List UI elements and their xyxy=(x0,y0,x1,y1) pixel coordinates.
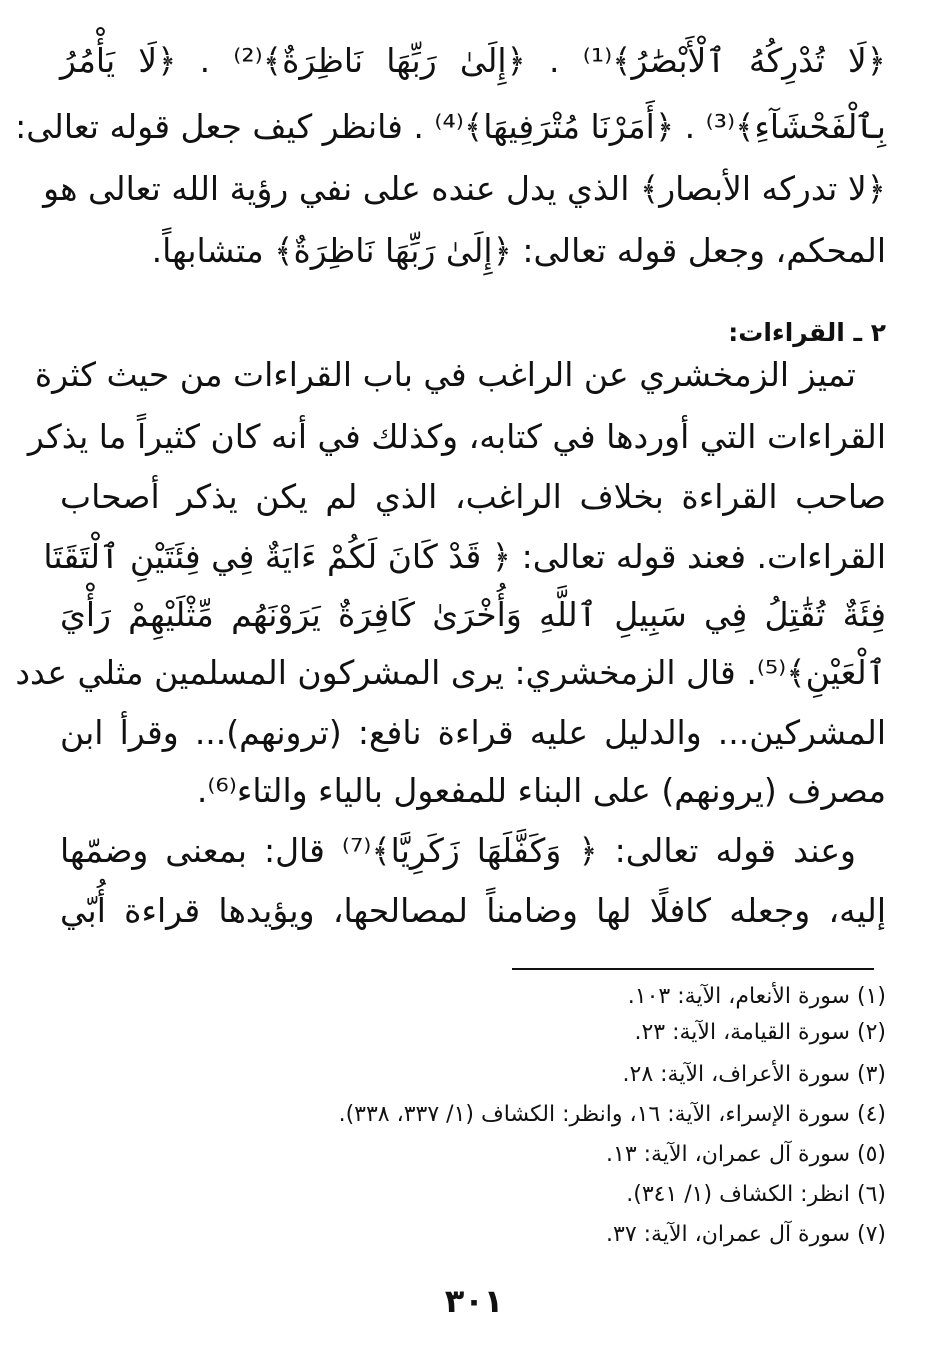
footnote-divider xyxy=(512,968,874,970)
footnote: (٥) سورة آل عمران، الآية: ١٣. xyxy=(606,1142,886,1167)
footnote: (٧) سورة آل عمران، الآية: ٣٧. xyxy=(606,1222,886,1247)
paragraph-2-line: ٱلْعَيْنِ﴾⁽⁵⁾. قال الزمخشري: يرى المشركون المسلمين مثلي عدد xyxy=(15,653,886,692)
paragraph-1-line: المحكم، وجعل قوله تعالى: ﴿إِلَىٰ رَبِّهَا نَاظِرَةٌ﴾ متشابهاً. xyxy=(151,231,886,270)
section-heading: ٢ ـ القراءات: xyxy=(728,318,886,347)
footnote: (٤) سورة الإسراء، الآية: ١٦، وانظر: الكشاف (١/ ٣٣٧، ٣٣٨). xyxy=(338,1102,886,1127)
paragraph-2-line: القراءات. فعند قوله تعالى: ﴿ قَدْ كَانَ لَكُمْ ءَايَةٌ فِي فِئَتَيْنِ ٱلْتَقَتَا xyxy=(43,537,886,576)
footnote: (١) سورة الأنعام، الآية: ١٠٣. xyxy=(627,984,886,1009)
footnote: (٣) سورة الأعراف، الآية: ٢٨. xyxy=(622,1062,886,1087)
paragraph-2-line: القراءات التي أوردها في كتابه، وكذلك في أنه كان كثيراً ما يذكر xyxy=(27,417,886,456)
paragraph-2-line: المشركين... والدليل عليه قراءة نافع: (ترونهم)... وقرأ ابن xyxy=(60,713,886,752)
paragraph-1-line: ﴿لَا تُدْرِكُهُ ٱلْأَبْصَٰرُ﴾⁽¹⁾ . ﴿إِلَىٰ رَبِّهَا نَاظِرَةٌ﴾⁽²⁾ . ﴿لَا يَأْمُرُ xyxy=(60,41,887,80)
page-number: ٣٠١ xyxy=(444,1282,504,1320)
paragraph-1-line: ﴿لا تدركه الأبصار﴾ الذي يدل عنده على نفي رؤية الله تعالى هو xyxy=(43,169,886,208)
paragraph-3-line: وعند قوله تعالى: ﴿ وَكَفَّلَهَا زَكَرِيَّا﴾⁽⁷⁾ قال: بمعنى وضمّها xyxy=(60,831,856,870)
paragraph-2-line: تميز الزمخشري عن الراغب في باب القراءات من حيث كثرة xyxy=(34,355,856,394)
paragraph-2-line: فِئَةٌ تُقَٰتِلُ فِي سَبِيلِ ٱللَّهِ وَأُخْرَىٰ كَافِرَةٌ يَرَوْنَهُم مِّثْلَيْهِمْ رَأْيَ xyxy=(60,595,886,634)
paragraph-2-line: صاحب القراءة بخلاف الراغب، الذي لم يكن يذكر أصحاب xyxy=(60,477,886,516)
paragraph-1-line: بِٱلْفَحْشَآءِ﴾⁽³⁾ . ﴿أَمَرْنَا مُتْرَفِيهَا﴾⁽⁴⁾ . فانظر كيف جعل قوله تعالى: xyxy=(15,107,886,146)
footnote: (٦) انظر: الكشاف (١/ ٣٤١). xyxy=(626,1182,886,1207)
footnote: (٢) سورة القيامة، الآية: ٢٣. xyxy=(634,1020,886,1045)
paragraph-2-line: مصرف (يرونهم) على البناء للمفعول بالياء والتاء⁽⁶⁾. xyxy=(196,771,886,810)
paragraph-3-line: إليه، وجعله كافلًا لها وضامناً لمصالحها، ويؤيدها قراءة أُبّي xyxy=(60,891,886,930)
